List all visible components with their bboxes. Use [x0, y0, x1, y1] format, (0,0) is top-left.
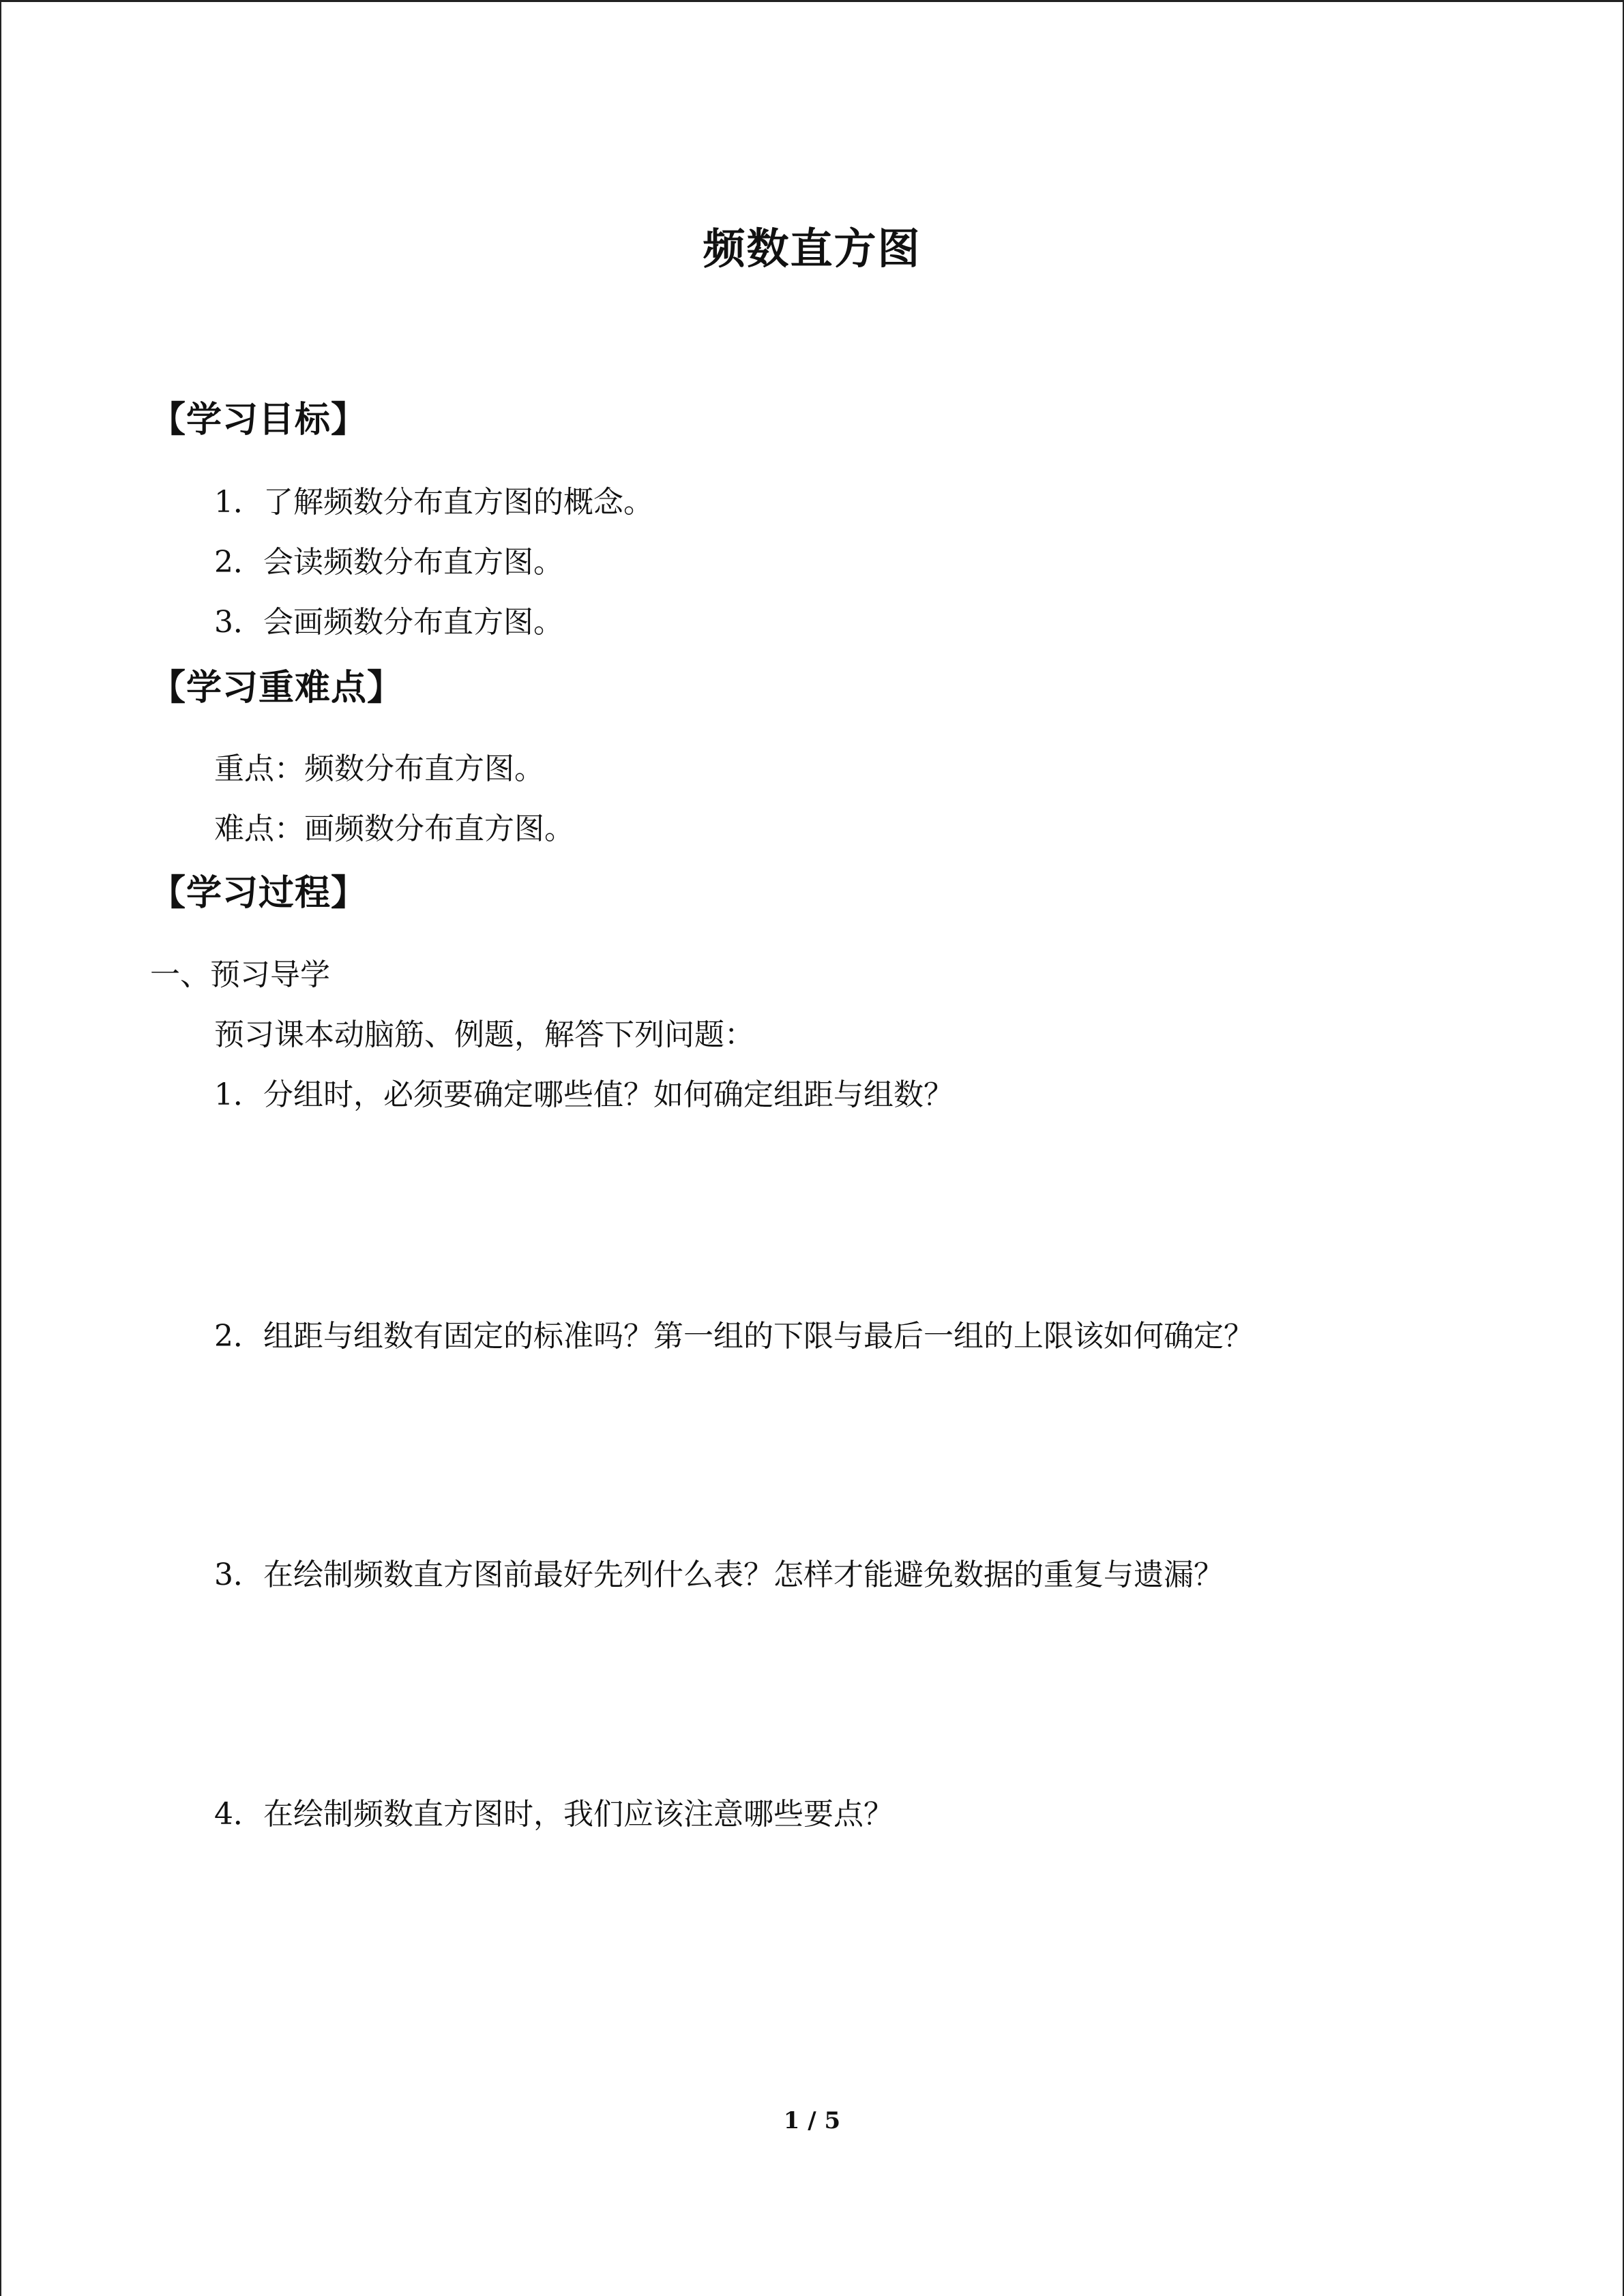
section-heading-process: 【学习过程】	[150, 872, 368, 914]
question-3: 3．在绘制频数直方图前最好先列什么表？怎样才能避免数据的重复与遗漏？	[214, 1557, 1224, 1592]
section-heading-key-points: 【学习重难点】	[150, 667, 404, 709]
key-point-focus: 重点：频数分布直方图。	[214, 751, 544, 786]
document-title: 频数直方图	[703, 224, 921, 273]
objective-item-3: 3．会画频数分布直方图。	[214, 605, 563, 640]
section-heading-objectives: 【学习目标】	[150, 399, 368, 441]
objective-item-2: 2．会读频数分布直方图。	[214, 545, 563, 580]
page-number: 1 / 5	[783, 2107, 841, 2134]
subsection-title-preview: 一、预习导学	[150, 957, 330, 992]
question-2: 2．组距与组数有固定的标准吗？第一组的下限与最后一组的上限该如何确定？	[214, 1319, 1254, 1354]
question-1: 1．分组时，必须要确定哪些值？如何确定组距与组数？	[214, 1077, 954, 1112]
question-4: 4．在绘制频数直方图时，我们应该注意哪些要点？	[214, 1797, 894, 1832]
objective-item-1: 1．了解频数分布直方图的概念。	[214, 485, 653, 520]
preview-intro: 预习课本动脑筋、例题，解答下列问题：	[214, 1017, 754, 1052]
key-point-difficulty: 难点：画频数分布直方图。	[214, 811, 574, 846]
